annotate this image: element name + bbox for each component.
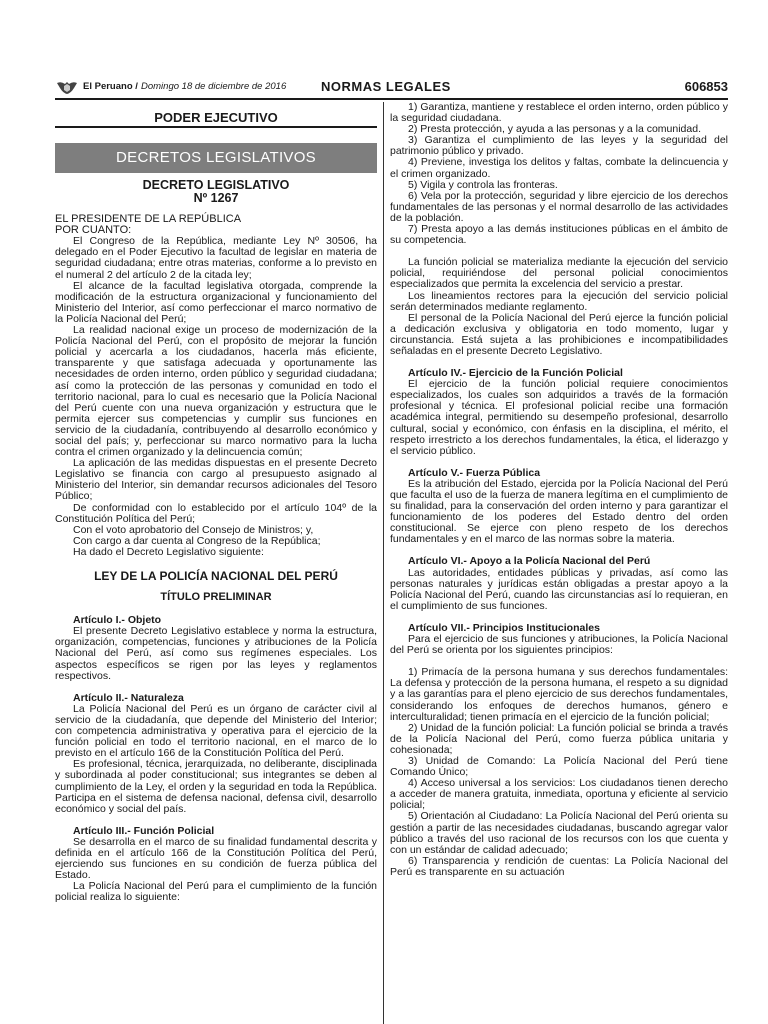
principle-item: 1) Primacía de la persona humana y sus derechos fundamentales: La defensa y protección de la persona humana, el respeto a su dignidad y a las garantías para el pleno ejercicio de sus derechos fundamentales, considerando los enfoques de derechos humanos, género e interculturalidad; tienen primacía en el ejercicio de la función policial; [390,666,728,723]
newspaper-page [55,78,728,1024]
intro-paragraph: Ha dado el Decreto Legislativo siguiente: [73,545,264,558]
function-list-item: 5) Vigila y controla las fronteras. [408,178,558,191]
column-divider [383,102,384,1024]
article-1-text: El presente Decreto Legislativo establece y norma la estructura, organización, competencias, funciones y atribuciones de la Policía Nacional del Perú, así como sus regímenes especiales. Los aspectos específicos se rigen por las leyes y reglamentos respectivos. [55,625,377,682]
body-paragraph: El personal de la Policía Nacional del Perú ejerce la función policial a dedicación exclusiva y obligatoria en todo momento, lugar y circunstancia. Está sujeta a las prohibiciones e incompatibilidades señaladas en el presente Decreto Legislativo. [390,311,728,357]
left-column [55,106,377,1024]
article-3-paragraph: La Policía Nacional del Perú para el cumplimiento de la función policial realiza lo siguiente: [55,880,377,904]
function-list-item: 1) Garantiza, mantiene y restablece el orden interno, orden público y la seguridad ciudadana. [390,102,728,125]
article-3-paragraph: Se desarrolla en el marco de su finalidad fundamental descrita y definida en el artículo 166 de la Constitución Política del Perú, ejerciendo sus funciones en su condición de fuerza pública del Estado. [55,835,377,882]
page-number: 606853 [684,79,728,94]
por-cuanto: POR CUANTO: [55,224,132,237]
right-column [390,102,728,1024]
decrees-banner: DECRETOS LEGISLATIVOS [55,143,377,173]
body-paragraph: La función policial se materializa mediante la ejecución del servicio policial, requiriéndose del personal policial conocimientos especializados que permita la excelencia del servicio a prestar. [390,256,728,291]
article-2-heading: Artículo II.- Naturaleza [73,691,184,704]
principle-item: 2) Unidad de la función policial: La función policial se brinda a través de la Policía Nacional del Perú, como fuerza pública unitaria y cohesionada; [390,721,728,756]
newspaper-name: El Peruano / [83,81,138,92]
principle-item: 5) Orientación al Ciudadano: La Policía Nacional del Perú orienta su gestión a partir de las necesidades ciudadanas, buscando agregar valor público a través del uso racional de los recursos con los que cuenta y con un estándar de calidad adecuado; [390,810,728,856]
intro-paragraph: El Congreso de la República, mediante Ley Nº 30506, ha delegado en el Poder Ejecutivo la facultad de legislar en materia de seguridad ciudadana; entre otras materias, conforme a lo previsto en el numeral 2 del artículo 2 de la citada ley; [55,235,377,281]
intro-paragraph: Con cargo a dar cuenta al Congreso de la República; [73,534,321,547]
function-list-item: 3) Garantiza el cumplimiento de las leyes y la seguridad del patrimonio público y privado. [390,134,728,158]
decree-title: DECRETO LEGISLATIVO [142,178,290,193]
article-7-heading: Artículo VII.- Principios Institucionales [408,621,600,634]
section-heading: PODER EJECUTIVO [55,112,377,128]
article-4-heading: Artículo IV.- Ejercicio de la Función Policial [408,367,623,380]
president-line: EL PRESIDENTE DE LA REPÚBLICA [55,213,242,226]
intro-paragraph: La realidad nacional exige un proceso de modernización de la Policía Nacional del Perú, con el propósito de mejorar la función policial y acercarla a los ciudadanos, hacerla más eficiente, transparente y que satisfaga adecuada y oportunamente las necesidades de orden interno, orden público y seguridad ciudadana; así como la protección de las personas y comunidad en todo el territorio nacional, para lo cual es necesario que la Policía Nacional del Perú cuente con una nueva organización y estructura que le permita ejercer sus competencias y cumplir sus funciones en servicio de la ciudadanía, contribuyendo al desarrollo económico y social del país; y, perfeccionar su marco normativo para la lucha contra el crimen organizado y la delincuencia común; [55,324,377,459]
article-4-text: El ejercicio de la función policial requiere conocimientos especializados, los cuales son adquiridos a través de la formación profesional y técnica. El profesional policial recibe una formación académica integral, permitiendo su desempeño profesional, desarrollo cultural, social y económico, con énfasis en la disciplina, el mérito, el respeto irrestricto a los derechos fundamentales, la ética, el liderazgo y el servicio público. [390,378,728,457]
intro-paragraph: El alcance de la facultad legislativa otorgada, comprende la modificación de la estructura organizacional y funcionamiento del Ministerio del Interior, así como perfeccionar el marco normativo de la Policía Nacional del Perú; [55,279,377,325]
intro-paragraph: De conformidad con lo establecido por el artículo 104º de la Constitución Política del Perú; [55,501,377,525]
article-1-heading: Artículo I.- Objeto [73,614,162,627]
function-list-item: 2) Presta protección, y ayuda a las personas y a la comunidad. [408,123,701,136]
preliminary-title: TÍTULO PRELIMINAR [160,591,272,604]
decree-number: Nº 1267 [193,191,239,206]
page-header [55,78,728,100]
body-paragraph: Los lineamientos rectores para la ejecución del servicio policial serán determinados mediante reglamento. [390,289,728,313]
intro-paragraph: La aplicación de las medidas dispuestas en el presente Decreto Legislativo se financia con cargo al presupuesto asignado al Ministerio del Interior, sin demandar recursos adicionales del Tesoro Público; [55,457,377,503]
article-5-heading: Artículo V.- Fuerza Pública [408,466,541,479]
article-6-heading: Artículo VI.- Apoyo a la Policía Nacional del Perú [408,555,651,568]
function-list-item: 4) Previene, investiga los delitos y faltas, combate la delincuencia y el crimen organizado. [390,156,728,180]
principle-item: 6) Transparencia y rendición de cuentas: La Policía Nacional del Perú es transparente en su actuación [390,854,728,878]
principle-item: 3) Unidad de Comando: La Policía Nacional del Perú tiene Comando Único; [390,754,728,779]
article-3-heading: Artículo III.- Función Policial [73,824,215,837]
article-6-text: Las autoridades, entidades públicas y privadas, así como las personas naturales y jurídicas están obligadas a prestar apoyo a la Policía Nacional del Perú, cuando las circunstancias así lo requieran, en el cumplimiento de sus funciones. [390,566,728,612]
function-list-item: 6) Vela por la protección, seguridad y libre ejercicio de los derechos fundamentales de las personas y el normal desarrollo de las actividades de la población. [390,189,728,224]
article-2-paragraph: La Policía Nacional del Perú es un órgano de carácter civil al servicio de la ciudadanía, que depende del Ministerio del Interior; con competencia administrativa y operativa para el ejercicio de la función policial en todo el territorio nacional, en el marco de lo previsto en el artículo 166 de la Constitución Política del Perú. [55,702,377,760]
article-5-text: Es la atribución del Estado, ejercida por la Policía Nacional del Perú que faculta el uso de la fuerza de manera legítima en el cumplimiento de su finalidad, para la conservación del orden interno y para garantizar el funcionamiento de los poderes del Estado dentro del orden constitucional. Se ejerce con pleno respeto de los derechos fundamentales y en el marco de las normas sobre la materia. [390,477,728,546]
coat-of-arms-logo [55,80,79,95]
section-name: NORMAS LEGALES [321,79,451,94]
principle-item: 4) Acceso universal a los servicios: Los ciudadanos tienen derecho a acceder de manera gratuita, inmediata, oportuna y eficiente al servicio policial; [390,777,728,812]
intro-paragraph: Con el voto aprobatorio del Consejo de Ministros; y, [73,523,314,536]
function-list-item: 7) Presta apoyo a las demás instituciones públicas en el ámbito de su competencia. [390,223,728,247]
law-title: LEY DE LA POLICÍA NACIONAL DEL PERÚ [94,569,338,583]
article-7-intro: Para el ejercicio de sus funciones y atribuciones, la Policía Nacional del Perú se orienta por los siguientes principios: [390,633,728,657]
issue-date: Domingo 18 de diciembre de 2016 [141,81,287,92]
article-2-paragraph: Es profesional, técnica, jerarquizada, no deliberante, disciplinada y subordinada al poder constitucional; sus integrantes se deben al cumplimiento de la Ley, el orden y la seguridad en toda la República. Participa en el sistema de defensa nacional, defensa civil, desarrollo económico y social del país. [55,758,377,815]
